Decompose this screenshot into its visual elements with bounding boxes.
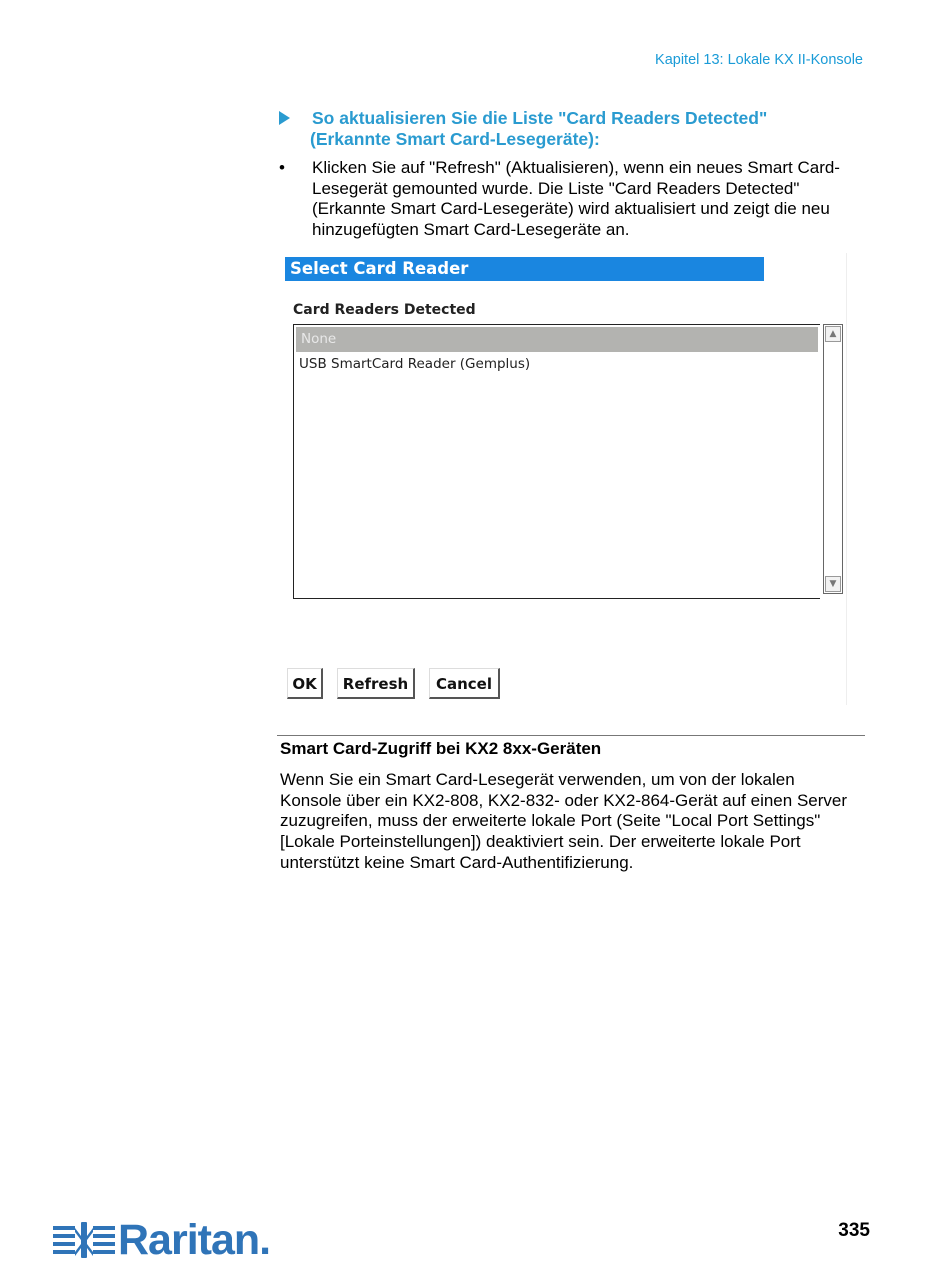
dialog-title: Select Card Reader	[285, 257, 764, 281]
list-item-none[interactable]: None	[296, 327, 818, 352]
bullet-dot: •	[279, 158, 285, 177]
card-readers-list[interactable]	[293, 324, 820, 599]
list-item-usb-smartcard-reader[interactable]: USB SmartCard Reader (Gemplus)	[299, 356, 531, 372]
raritan-logo-icon	[53, 1220, 115, 1260]
card-readers-label: Card Readers Detected	[293, 302, 476, 318]
scroll-down-icon[interactable]: ▼	[825, 576, 841, 592]
raritan-logo-text: Raritan.	[118, 1216, 271, 1264]
refresh-button[interactable]: Refresh	[337, 668, 415, 699]
bullet-text: Klicken Sie auf "Refresh" (Aktualisieren), wenn ein neues Smart Card-Lesegerät gemounted wurde. Die Liste "Card Readers Detected" (Erkannte Smart Card-Lesegeräte) wird aktualisiert und zeigt die neu hinzugefügten Smart Card-Lesegeräte an.	[312, 158, 840, 239]
procedure-heading-line2: (Erkannte Smart Card-Lesegeräte):	[310, 129, 600, 149]
chapter-header: Kapitel 13: Lokale KX II-Konsole	[655, 52, 863, 68]
section-divider	[277, 735, 865, 736]
raritan-logo	[53, 1217, 270, 1263]
list-scrollbar[interactable]	[823, 324, 843, 594]
select-card-reader-dialog	[283, 253, 847, 705]
section-title: Smart Card-Zugriff bei KX2 8xx-Geräten	[280, 739, 602, 758]
section-paragraph: Wenn Sie ein Smart Card-Lesegerät verwenden, um von der lokalen Konsole über ein KX2-808, KX2-832- oder KX2-864-Gerät auf einen Server zuzugreifen, muss der erweiterte lokale Port (Seite "Local Port Settings" [Lokale Porteinstellungen]) deaktiviert sein. Der erweiterte lokale Port unterstützt keine Smart Card-Authentifizierung.	[280, 770, 848, 872]
cancel-button[interactable]: Cancel	[429, 668, 500, 699]
page-number: 335	[838, 1220, 870, 1241]
ok-button[interactable]: OK	[287, 668, 323, 699]
procedure-heading-line1: So aktualisieren Sie die Liste "Card Readers Detected"	[312, 108, 768, 128]
triangle-bullet-icon	[279, 111, 290, 125]
scroll-up-icon[interactable]: ▲	[825, 326, 841, 342]
